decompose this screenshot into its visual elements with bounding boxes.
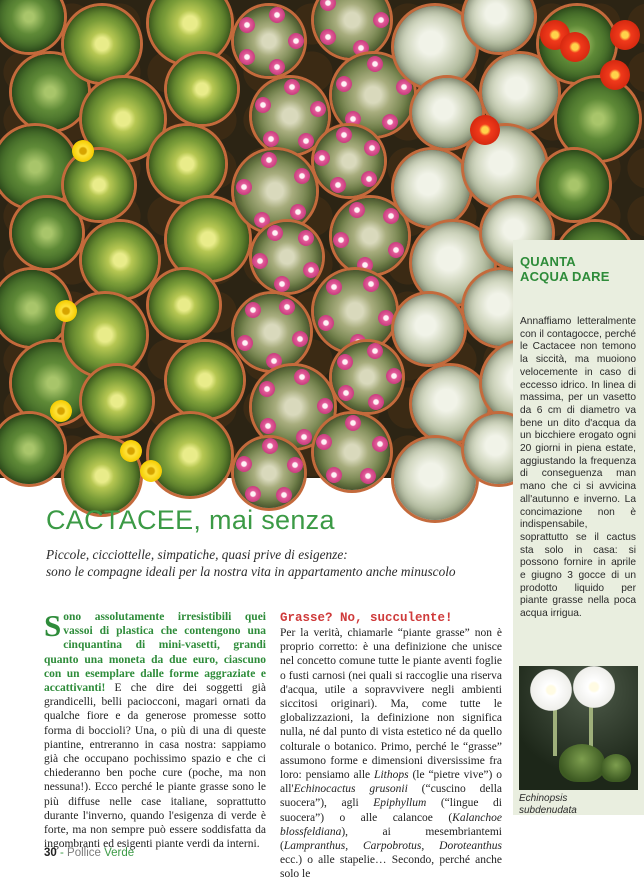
article-column-right: [280, 610, 502, 882]
pink-flower: [345, 415, 361, 431]
cactus-pot: [394, 294, 464, 364]
echinopsis-photo: [519, 666, 638, 790]
pink-flower: [396, 79, 412, 95]
pink-flower: [296, 429, 312, 445]
cactus-pot: [64, 150, 134, 220]
pink-flower: [279, 299, 295, 315]
subhead-line2: sono le compagne ideali per la nostra vita in appartamento anche minuscolo: [46, 563, 506, 580]
cactus-pot: [394, 150, 470, 226]
pink-flower: [303, 262, 319, 278]
cactus-pot: [149, 270, 219, 340]
species-name: Lampranthus, Carpobrotus, Doroteanthus: [284, 840, 502, 852]
cactus-pot: [0, 414, 64, 484]
pink-flower: [310, 101, 326, 117]
pink-flower: [349, 202, 365, 218]
cactus-body: [559, 744, 605, 782]
cactus-pot: [82, 366, 152, 436]
pink-flower: [382, 114, 398, 130]
yellow-flower: [55, 300, 77, 322]
body-text: (“lingue di suocera”) o alle calancoe (: [280, 797, 502, 823]
species-name: Echinocactus grusonii: [294, 783, 408, 795]
section-title: Grasse? No, succulente!: [280, 610, 502, 626]
body-text: (le “pietre vive”) o all': [280, 769, 502, 795]
cactus-pot: [0, 126, 76, 208]
body-text: Per la verità, chiamarle “piante grasse” non è proprio corretto: è una definizione che unisce nel concetto comune tutte le piante aventi foglie o fusti carnosi (nei quali si raccoglie una riserva d'acqua, utile a sopravvivere negli ambienti siccitosi originari). Ma, come tutte le globalizzazioni, la definizione non significa nulla, né dal punto di vista estetico né da quello colturale o botanico. Primo, perché le “grasse” assumono forme e dimensioni diversissime fra loro: pensiamo alle: [280, 627, 502, 781]
cactus-pot: [12, 198, 82, 268]
red-flower: [560, 32, 590, 62]
yellow-flower: [50, 400, 72, 422]
pink-flower: [378, 310, 394, 326]
cactus-pot: [149, 0, 231, 64]
white-flower: [567, 666, 621, 708]
drop-cap: S: [44, 612, 61, 639]
sidebar-title: [520, 254, 636, 284]
pink-flower: [317, 398, 333, 414]
species-name: Lithops: [374, 769, 409, 781]
pink-flower: [361, 171, 377, 187]
pink-flower: [261, 152, 277, 168]
pink-flower: [336, 127, 352, 143]
pink-flower: [372, 436, 388, 452]
sidebar-box-watering: [513, 240, 644, 815]
sidebar-title-line1: QUANTA: [520, 254, 636, 269]
cactus-pot: [0, 0, 64, 52]
pink-flower: [262, 438, 278, 454]
page-footer: [44, 847, 134, 859]
red-flower: [470, 115, 500, 145]
sidebar-body-text: Annaffiamo letteralmente con il contagocce, perché le Cactacee non temono la siccità, ma muoiono velocemente in caso di eccesso idrico. In linea di massima, per un vasetto da 6 cm di diametro va bene un dito d'acqua da un bicchiere erogato ogni 20 giorni in piena estate, aggiustando la frequenza di conseguenza man mano che ci si avvicina all'autunno e inverno. La concimazione non è indispensabile, soprattutto se il cactus sta solo in casa: si possono fornire in aprile e giugno 3 gocce di un prodotto liquido per piante grasse nella poca acqua irrigua.: [520, 316, 636, 621]
body-text: (“cuscino della suocera”), agli: [280, 783, 502, 809]
pink-flower: [254, 212, 270, 228]
article-headline: CACTACEE, mai senza: [46, 505, 506, 536]
cactus-pot: [167, 54, 237, 124]
pink-flower: [336, 76, 352, 92]
cactus-pot: [64, 6, 140, 82]
pink-flower: [294, 369, 310, 385]
pink-flower: [236, 456, 252, 472]
yellow-flower: [140, 460, 162, 482]
cactus-pot: [557, 78, 639, 160]
pink-flower: [245, 486, 261, 502]
magazine-name-a: Pollice: [67, 847, 104, 859]
body-text: E che dire dei soggetti già grandicelli, belli paciocconi, magari ornati da qualche fiore e da generose promesse sotto forma di boccioli? Una, o più di una di queste piantine, entreranno in casa nostra: sappiamo già che occupano pochissimo spazio e che ci chiederanno ben poche cure (poche, ma non nessuna!). Ecco perché le piante grasse sono le più diffuse nelle case italiane, soprattutto durante l'inverno, quando l'esigenza di verde è forte, ma non sempre può essere soddisfatta da ingombranti ed esigenti piante verdi da interni.: [44, 682, 266, 850]
yellow-flower: [72, 140, 94, 162]
species-name: Kalanchoe blossfeldiana: [280, 812, 502, 838]
pink-flower: [288, 33, 304, 49]
article-subhead: [46, 546, 506, 580]
pink-flower: [338, 385, 354, 401]
yellow-flower: [120, 440, 142, 462]
species-name: Epiphyllum: [373, 797, 426, 809]
sidebar-title-line2: ACQUA DARE: [520, 269, 636, 284]
pink-flower: [367, 343, 383, 359]
pink-flower: [294, 168, 310, 184]
pink-flower: [274, 276, 290, 292]
article-column-left: [44, 610, 266, 851]
pink-flower: [245, 302, 261, 318]
red-flower: [610, 20, 640, 50]
body-text: ), ai mesembriantemi (: [280, 826, 502, 852]
pink-flower: [367, 56, 383, 72]
caption-line2: subdenudata: [519, 805, 638, 817]
cactus-pot: [82, 222, 158, 298]
footer-separator: -: [57, 847, 67, 859]
cactus-pot: [149, 414, 231, 496]
pink-flower: [284, 79, 300, 95]
cactus-pot: [539, 150, 609, 220]
red-flower: [600, 60, 630, 90]
pink-flower: [269, 59, 285, 75]
cactus-pot: [149, 126, 225, 202]
pink-flower: [236, 179, 252, 195]
pink-flower: [383, 208, 399, 224]
caption-line1: Echinopsis: [519, 793, 638, 805]
cactus-pot: [167, 342, 243, 418]
subhead-line1: Piccole, cicciottelle, simpatiche, quasi prive di esigenze:: [46, 546, 506, 563]
cactus-body: [601, 754, 631, 782]
magazine-name-b: Verde: [104, 847, 134, 859]
pink-flower: [239, 49, 255, 65]
cactus-pot: [167, 198, 249, 280]
page-number: 30: [44, 847, 57, 859]
lead-paragraph: ono assolutamente irresistibili quei vassoi di plastica che contengono una cinquantina di mini-vasetti, grandi quanto una moneta da due euro, ciascuno con un esemplare dalle forme aggraziate e accattivanti!: [44, 611, 266, 694]
pink-flower: [298, 133, 314, 149]
pink-flower: [267, 225, 283, 241]
pink-flower: [337, 354, 353, 370]
photo-caption: [519, 793, 638, 817]
pink-flower: [388, 242, 404, 258]
body-text: ecc.) o alle stapelie… Secondo, perché anche solo le: [280, 854, 502, 880]
